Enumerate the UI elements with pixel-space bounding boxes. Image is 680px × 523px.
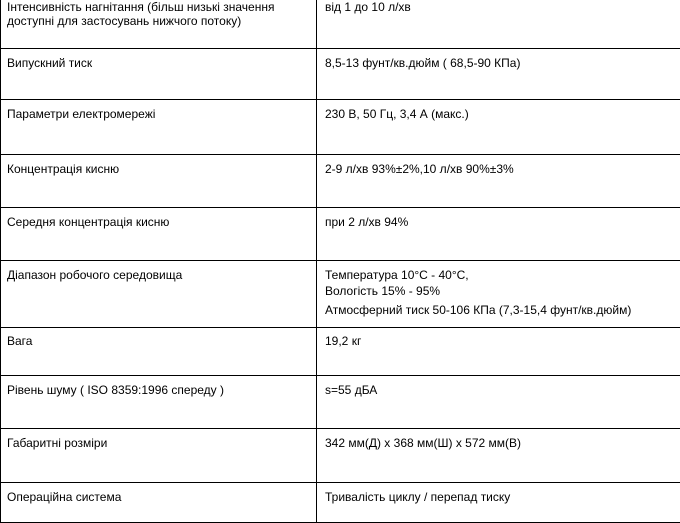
spec-name: Рівень шуму ( ISO 8359:1996 спереду ) [1,376,317,429]
spec-value [317,483,680,523]
spec-row [1,0,680,49]
spec-value-line: 19,2 кг [325,334,676,348]
spec-value-line: 8,5-13 фунт/кв.дюйм ( 68,5-90 КПа) [325,56,676,70]
spec-name: Параметри електромережі [1,100,317,155]
spec-value-line: Вологість 15% - 95% [325,282,676,301]
spec-name: Інтенсивність нагнітання (більш низькі значення доступні для застосувань нижчого потоку) [1,0,317,49]
spec-value-line: при 2 л/хв 94% [325,215,676,229]
spec-value-line: Тривалість циклу / перепад тиску [325,490,676,504]
spec-name: Операційна система [1,483,317,523]
spec-value-line: Температура 10°C - 40°C, [325,268,676,282]
spec-value [317,328,680,376]
spec-row [1,155,680,208]
spec-row [1,261,680,328]
spec-value [317,261,680,328]
spec-row [1,100,680,155]
spec-value-line: від 1 до 10 л/хв [325,0,676,14]
spec-value-line: s=55 дБА [325,383,676,397]
spec-name: Габаритні розміри [1,429,317,483]
spec-value [317,155,680,208]
spec-row [1,49,680,100]
spec-row [1,376,680,429]
spec-row [1,328,680,376]
spec-row [1,208,680,261]
spec-value-line: 342 мм(Д) x 368 мм(Ш) x 572 мм(В) [325,436,676,450]
spec-value [317,0,680,49]
spec-value [317,49,680,100]
spec-name: Випускний тиск [1,49,317,100]
spec-value [317,208,680,261]
spec-value-line: Атмосферний тиск 50-106 КПа (7,3-15,4 фунт/кв.дюйм) [325,301,676,320]
spec-value-line: 2-9 л/хв 93%±2%,10 л/хв 90%±3% [325,162,676,176]
spec-row [1,429,680,483]
spec-value [317,376,680,429]
spec-name: Діапазон робочого середовища [1,261,317,328]
spec-value [317,429,680,483]
spec-value-line: 230 В, 50 Гц, 3,4 А (макс.) [325,107,676,121]
spec-name: Концентрація кисню [1,155,317,208]
spec-name: Вага [1,328,317,376]
spec-row [1,483,680,523]
spec-value [317,100,680,155]
spec-name: Середня концентрація кисню [1,208,317,261]
